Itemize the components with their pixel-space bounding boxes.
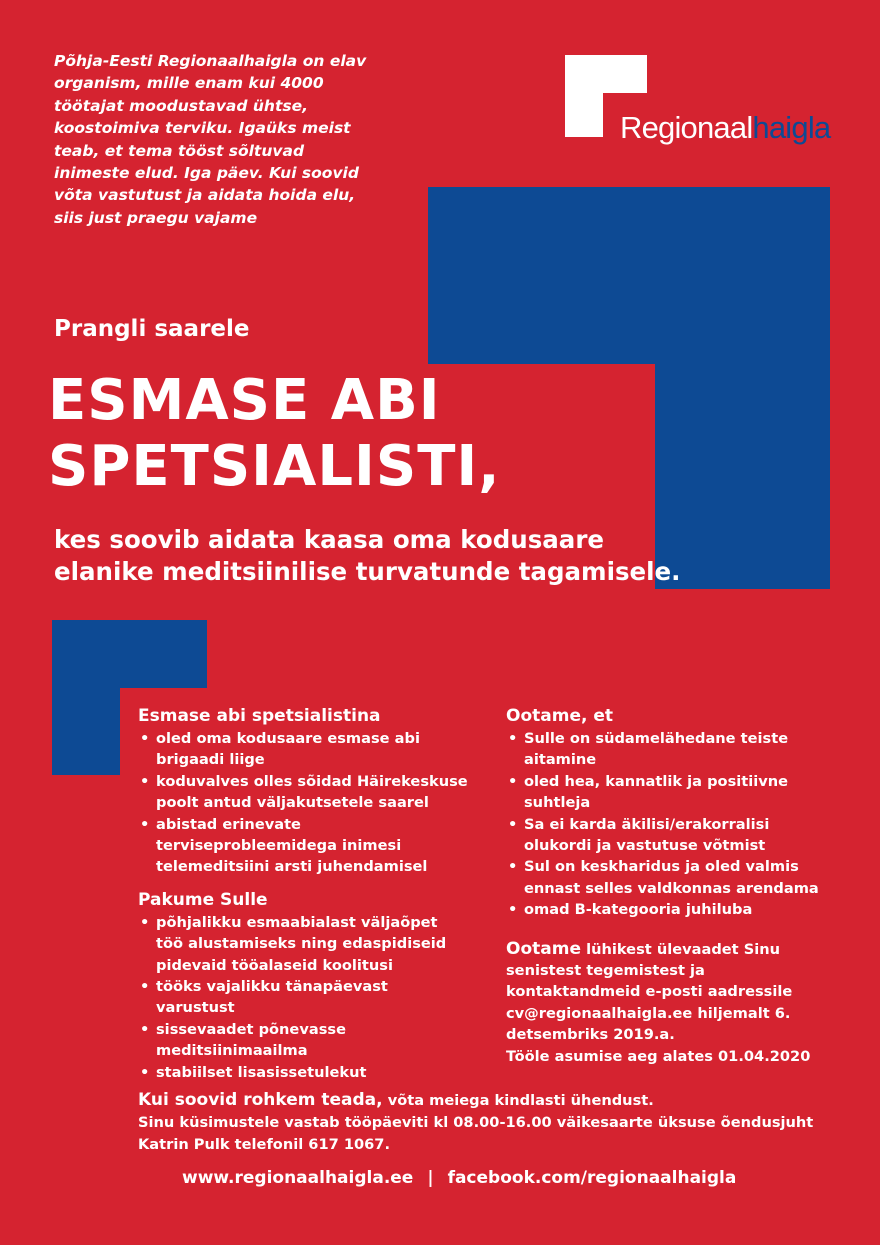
list-item: • põhjalikku esmaabialast väljaõpet töö alustamiseks ning edaspidiseid pidevaid tööalaseid koolitusi: [138, 912, 468, 976]
role-list: [138, 728, 468, 878]
offer-heading: Pakume Sulle: [138, 889, 268, 910]
tagline: [54, 524, 814, 588]
intro-text: Põhja-Eesti Regionaalhaigla on elav organism, mille enam kui 4000 töötajat moodustavad ühtse, koostoimiva terviku. Igaüks meist teab, et tema tööst sõltuvad inimeste elud. Iga päev. Kui soovid võta vastutust ja aidata hoida elu, siis just praegu vajame: [54, 52, 367, 227]
facebook-link[interactable]: facebook.com/regionaalhaigla: [447, 1168, 737, 1188]
footer-separator: |: [427, 1168, 434, 1188]
offer-list: [138, 912, 468, 1083]
contact-hours: Sinu küsimustele vastab tööpäeviti kl 08.00-16.00 väikesaarte üksuse õendusjuht: [138, 1114, 814, 1131]
list-item: • tööks vajalikku tänapäevast varustust: [138, 976, 468, 1019]
list-item: • koduvalves olles sõidad Häirekeskuse poolt antud väljakutsetele saarel: [138, 771, 468, 814]
logo-mark-top: [565, 55, 647, 93]
list-item: • stabiilset lisasissetulekut: [138, 1062, 468, 1083]
expect-heading: Ootame, et: [506, 706, 614, 726]
list-item: • Sa ei karda äkilisi/erakorralisi olukordi ja vastutuse võtmist: [506, 814, 836, 857]
logo-wordmark: Regionaalhaigla: [620, 110, 831, 145]
list-item: • omad B-kategooria juhiluba: [506, 899, 836, 920]
list-item: • oled hea, kannatlik ja positiivne suhtleja: [506, 771, 836, 814]
application-info: [506, 939, 836, 1067]
location-subheading: Prangli saarele: [54, 316, 250, 342]
tagline-line-2: elanike meditsiinilise turvatunde tagamisele.: [54, 557, 681, 586]
list-item: • oled oma kodusaare esmase abi brigaadi liige: [138, 728, 468, 771]
start-date: Tööle asumise aeg alates 01.04.2020: [506, 1047, 811, 1065]
contact-lead: Kui soovid rohkem teada,: [138, 1090, 383, 1110]
application-lead: Ootame: [506, 938, 581, 959]
tagline-line-1: kes soovib aidata kaasa oma kodusaare: [54, 525, 605, 554]
contact-info: [138, 1089, 838, 1156]
contact-lead-line: [138, 1089, 838, 1112]
list-item: • Sul on keskharidus ja oled valmis ennast selles valdkonnas arendama: [506, 856, 836, 899]
contact-person: Katrin Pulk telefonil 617 1067.: [138, 1136, 391, 1153]
footer: [182, 1168, 736, 1188]
list-item: • Sulle on südamelähedane teiste aitamine: [506, 728, 836, 771]
list-item: • abistad erinevate terviseprobleemidega inimesi telemeditsiini arsti juhendamisel: [138, 814, 468, 878]
job-title-line-2: SPETSIALISTI,: [48, 434, 501, 499]
contact-lead-rest: võta meiega kindlasti ühendust.: [387, 1092, 654, 1109]
role-heading: Esmase abi spetsialistina: [138, 706, 381, 726]
website-link[interactable]: www.regionaalhaigla.ee: [182, 1168, 414, 1188]
left-column: [138, 704, 468, 1093]
expect-list: [506, 728, 836, 921]
right-column: [506, 704, 836, 1067]
list-item: • sissevaadet põnevasse meditsiinimaailma: [138, 1019, 468, 1062]
job-title: [48, 368, 501, 500]
job-title-line-1: ESMASE ABI: [48, 368, 441, 433]
application-text: lühikest ülevaadet Sinu senistest tegemistest ja kontaktandmeid e-posti aadressile cv@regionaalhaigla.ee hiljemalt 6. detsembriks 2019.a.: [506, 940, 793, 1044]
